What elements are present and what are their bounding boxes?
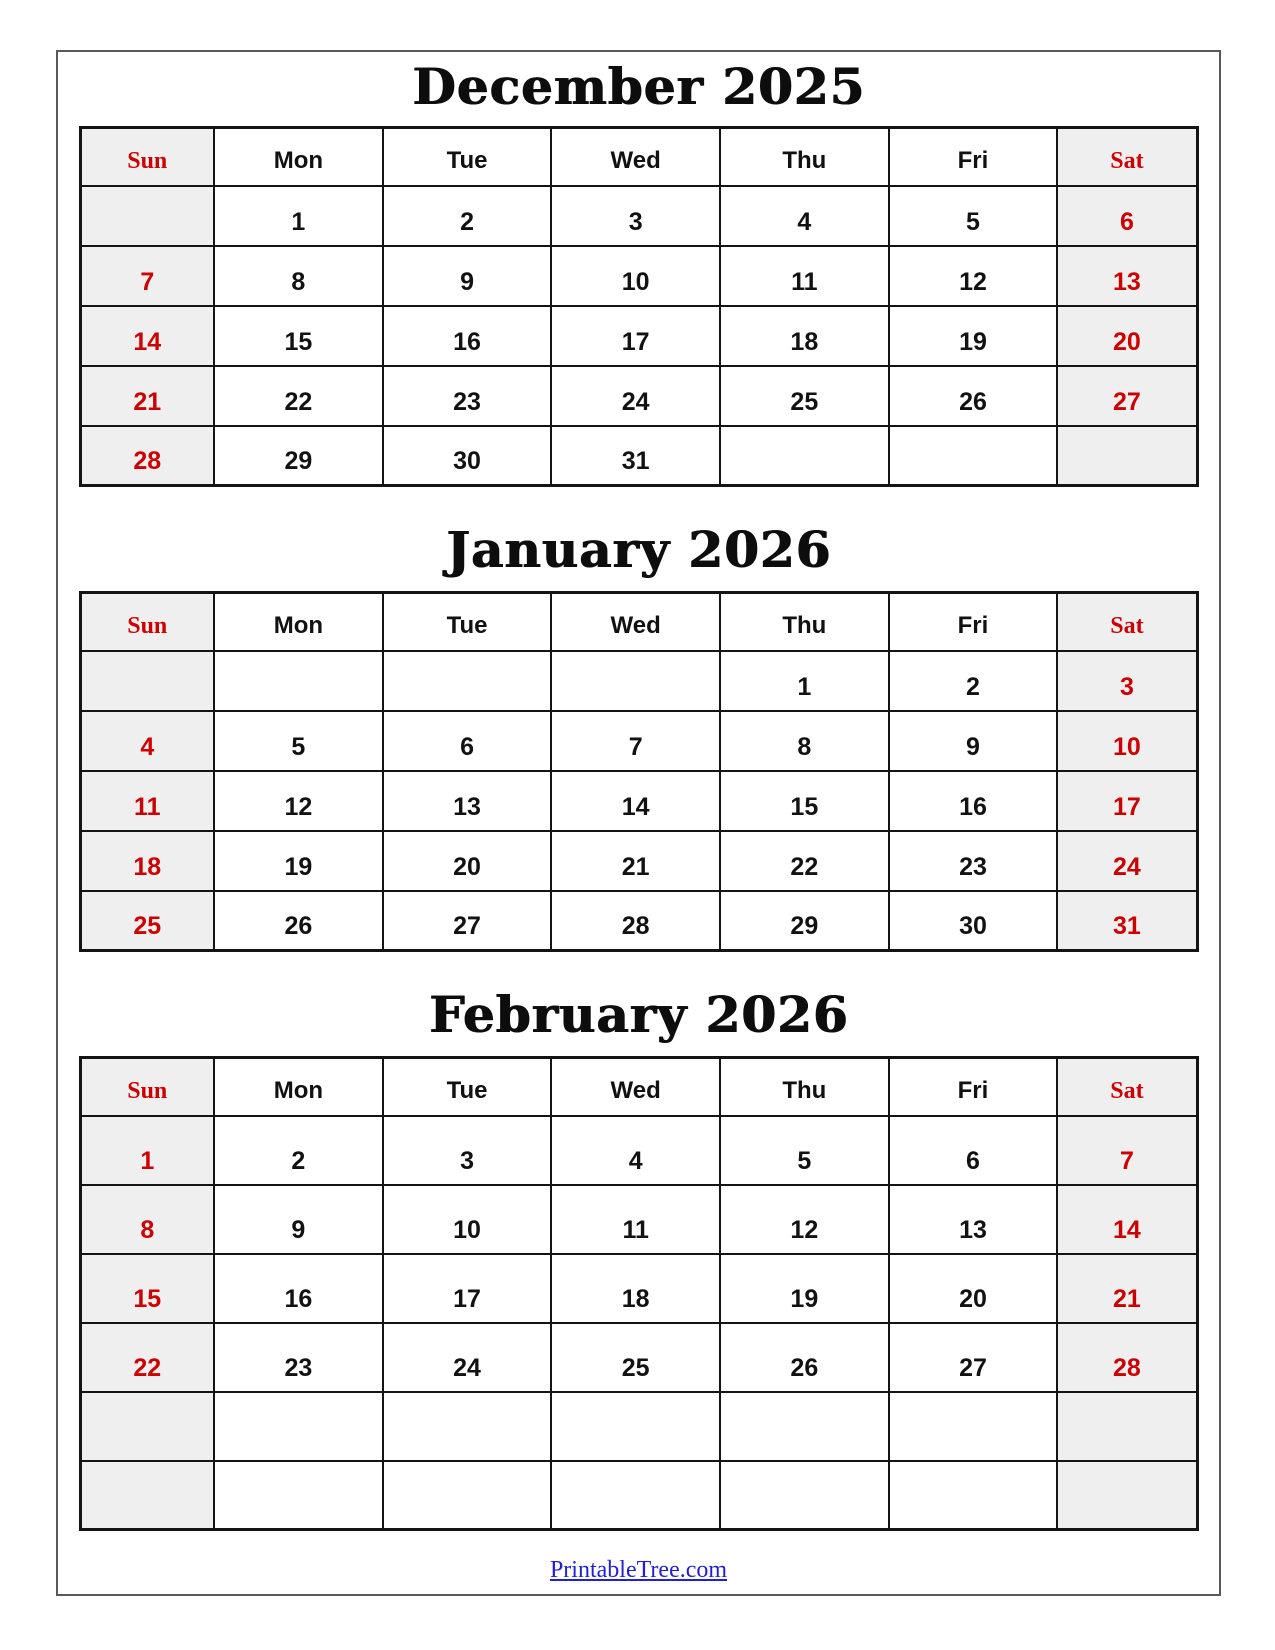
date-cell: 6	[889, 1116, 1058, 1185]
weekday-header: Mon	[214, 128, 383, 186]
month-section	[79, 986, 1199, 1531]
date-cell: 2	[383, 186, 552, 246]
date-cell: 12	[720, 1185, 889, 1254]
date-cell: 23	[383, 366, 552, 426]
months-container	[58, 52, 1219, 1531]
date-cell: 13	[1057, 246, 1197, 306]
date-cell: 8	[80, 1185, 214, 1254]
date-cell	[80, 1461, 214, 1530]
date-cell: 27	[1057, 366, 1197, 426]
weekday-header: Wed	[551, 128, 720, 186]
week-row	[80, 1461, 1197, 1530]
month-title: December 2025	[411, 57, 865, 116]
date-cell: 25	[80, 891, 214, 951]
weekday-header: Sat	[1057, 128, 1197, 186]
date-cell: 19	[889, 306, 1058, 366]
week-row	[80, 186, 1197, 246]
date-cell: 19	[214, 831, 383, 891]
date-cell: 18	[720, 306, 889, 366]
weekday-header: Sun	[80, 593, 214, 651]
date-cell: 18	[80, 831, 214, 891]
date-cell	[889, 426, 1058, 486]
date-cell: 29	[720, 891, 889, 951]
weekday-header: Wed	[551, 1058, 720, 1116]
date-cell: 10	[383, 1185, 552, 1254]
date-cell: 7	[551, 711, 720, 771]
weekday-header: Sat	[1057, 593, 1197, 651]
date-cell: 11	[80, 771, 214, 831]
date-cell	[1057, 1461, 1197, 1530]
weekday-header: Wed	[551, 593, 720, 651]
month-section	[79, 521, 1199, 952]
date-cell: 21	[551, 831, 720, 891]
week-row	[80, 1392, 1197, 1461]
date-cell: 3	[551, 186, 720, 246]
date-cell: 4	[551, 1116, 720, 1185]
date-cell: 17	[551, 306, 720, 366]
weekday-header: Fri	[889, 1058, 1058, 1116]
weekday-header-row	[80, 593, 1197, 651]
date-cell: 3	[383, 1116, 552, 1185]
date-cell: 15	[214, 306, 383, 366]
footer	[58, 1557, 1219, 1584]
weekday-header: Tue	[383, 128, 552, 186]
date-cell: 21	[80, 366, 214, 426]
date-cell: 25	[551, 1323, 720, 1392]
date-cell: 14	[80, 306, 214, 366]
date-cell: 28	[80, 426, 214, 486]
date-cell	[720, 426, 889, 486]
date-cell	[889, 1392, 1058, 1461]
date-cell	[214, 1461, 383, 1530]
date-cell	[80, 186, 214, 246]
date-cell: 22	[214, 366, 383, 426]
footer-link[interactable]: PrintableTree.com	[549, 1557, 728, 1583]
week-row	[80, 306, 1197, 366]
date-cell: 14	[551, 771, 720, 831]
week-row	[80, 651, 1197, 711]
date-cell: 10	[551, 246, 720, 306]
date-cell: 19	[720, 1254, 889, 1323]
date-cell: 9	[889, 711, 1058, 771]
date-cell	[214, 651, 383, 711]
month-title: February 2026	[428, 985, 849, 1044]
date-cell: 10	[1057, 711, 1197, 771]
date-cell: 3	[1057, 651, 1197, 711]
date-cell: 16	[214, 1254, 383, 1323]
date-cell: 23	[214, 1323, 383, 1392]
date-cell	[720, 1461, 889, 1530]
week-row	[80, 771, 1197, 831]
date-cell: 31	[1057, 891, 1197, 951]
date-cell: 1	[214, 186, 383, 246]
date-cell: 28	[551, 891, 720, 951]
date-cell: 8	[720, 711, 889, 771]
weekday-header: Sat	[1057, 1058, 1197, 1116]
calendar-table	[79, 1056, 1199, 1531]
date-cell: 6	[1057, 186, 1197, 246]
date-cell: 26	[889, 366, 1058, 426]
weekday-header: Sun	[80, 128, 214, 186]
date-cell: 4	[720, 186, 889, 246]
date-cell: 20	[1057, 306, 1197, 366]
date-cell: 12	[214, 771, 383, 831]
date-cell: 27	[889, 1323, 1058, 1392]
week-row	[80, 366, 1197, 426]
weekday-header: Thu	[720, 128, 889, 186]
date-cell: 11	[551, 1185, 720, 1254]
date-cell	[889, 1461, 1058, 1530]
date-cell: 4	[80, 711, 214, 771]
date-cell	[214, 1392, 383, 1461]
calendar-table	[79, 126, 1199, 487]
weekday-header: Mon	[214, 593, 383, 651]
date-cell: 31	[551, 426, 720, 486]
date-cell: 12	[889, 246, 1058, 306]
date-cell: 13	[383, 771, 552, 831]
date-cell: 11	[720, 246, 889, 306]
date-cell: 14	[1057, 1185, 1197, 1254]
date-cell: 23	[889, 831, 1058, 891]
date-cell	[551, 651, 720, 711]
date-cell: 20	[889, 1254, 1058, 1323]
weekday-header: Mon	[214, 1058, 383, 1116]
date-cell	[383, 1461, 552, 1530]
date-cell: 26	[720, 1323, 889, 1392]
date-cell	[720, 1392, 889, 1461]
date-cell: 6	[383, 711, 552, 771]
date-cell: 18	[551, 1254, 720, 1323]
date-cell: 22	[720, 831, 889, 891]
date-cell	[551, 1392, 720, 1461]
weekday-header: Fri	[889, 128, 1058, 186]
date-cell: 25	[720, 366, 889, 426]
date-cell: 5	[214, 711, 383, 771]
month-title: January 2026	[445, 520, 832, 579]
weekday-header-row	[80, 128, 1197, 186]
date-cell: 1	[720, 651, 889, 711]
weekday-header: Fri	[889, 593, 1058, 651]
date-cell: 7	[1057, 1116, 1197, 1185]
weekday-header: Tue	[383, 593, 552, 651]
date-cell	[80, 1392, 214, 1461]
date-cell: 26	[214, 891, 383, 951]
date-cell: 16	[383, 306, 552, 366]
date-cell: 24	[383, 1323, 552, 1392]
week-row	[80, 246, 1197, 306]
calendar-table	[79, 591, 1199, 952]
date-cell: 28	[1057, 1323, 1197, 1392]
date-cell: 13	[889, 1185, 1058, 1254]
weekday-header: Sun	[80, 1058, 214, 1116]
date-cell: 2	[889, 651, 1058, 711]
week-row	[80, 1185, 1197, 1254]
date-cell: 17	[383, 1254, 552, 1323]
date-cell: 30	[383, 426, 552, 486]
date-cell: 30	[889, 891, 1058, 951]
week-row	[80, 891, 1197, 951]
page-frame	[56, 50, 1221, 1596]
weekday-header-row	[80, 1058, 1197, 1116]
weekday-header: Thu	[720, 593, 889, 651]
date-cell: 5	[720, 1116, 889, 1185]
date-cell: 29	[214, 426, 383, 486]
date-cell: 2	[214, 1116, 383, 1185]
weekday-header: Tue	[383, 1058, 552, 1116]
weekday-header: Thu	[720, 1058, 889, 1116]
date-cell: 24	[1057, 831, 1197, 891]
date-cell: 1	[80, 1116, 214, 1185]
date-cell: 15	[720, 771, 889, 831]
week-row	[80, 1116, 1197, 1185]
date-cell: 16	[889, 771, 1058, 831]
date-cell: 21	[1057, 1254, 1197, 1323]
date-cell	[1057, 426, 1197, 486]
date-cell	[1057, 1392, 1197, 1461]
date-cell: 20	[383, 831, 552, 891]
week-row	[80, 1254, 1197, 1323]
date-cell: 5	[889, 186, 1058, 246]
date-cell: 27	[383, 891, 552, 951]
week-row	[80, 711, 1197, 771]
month-section	[79, 52, 1199, 487]
week-row	[80, 426, 1197, 486]
date-cell: 15	[80, 1254, 214, 1323]
date-cell: 9	[383, 246, 552, 306]
date-cell	[383, 1392, 552, 1461]
week-row	[80, 1323, 1197, 1392]
date-cell: 24	[551, 366, 720, 426]
week-row	[80, 831, 1197, 891]
date-cell: 17	[1057, 771, 1197, 831]
date-cell: 8	[214, 246, 383, 306]
date-cell	[80, 651, 214, 711]
date-cell: 7	[80, 246, 214, 306]
date-cell: 9	[214, 1185, 383, 1254]
date-cell	[551, 1461, 720, 1530]
date-cell	[383, 651, 552, 711]
date-cell: 22	[80, 1323, 214, 1392]
